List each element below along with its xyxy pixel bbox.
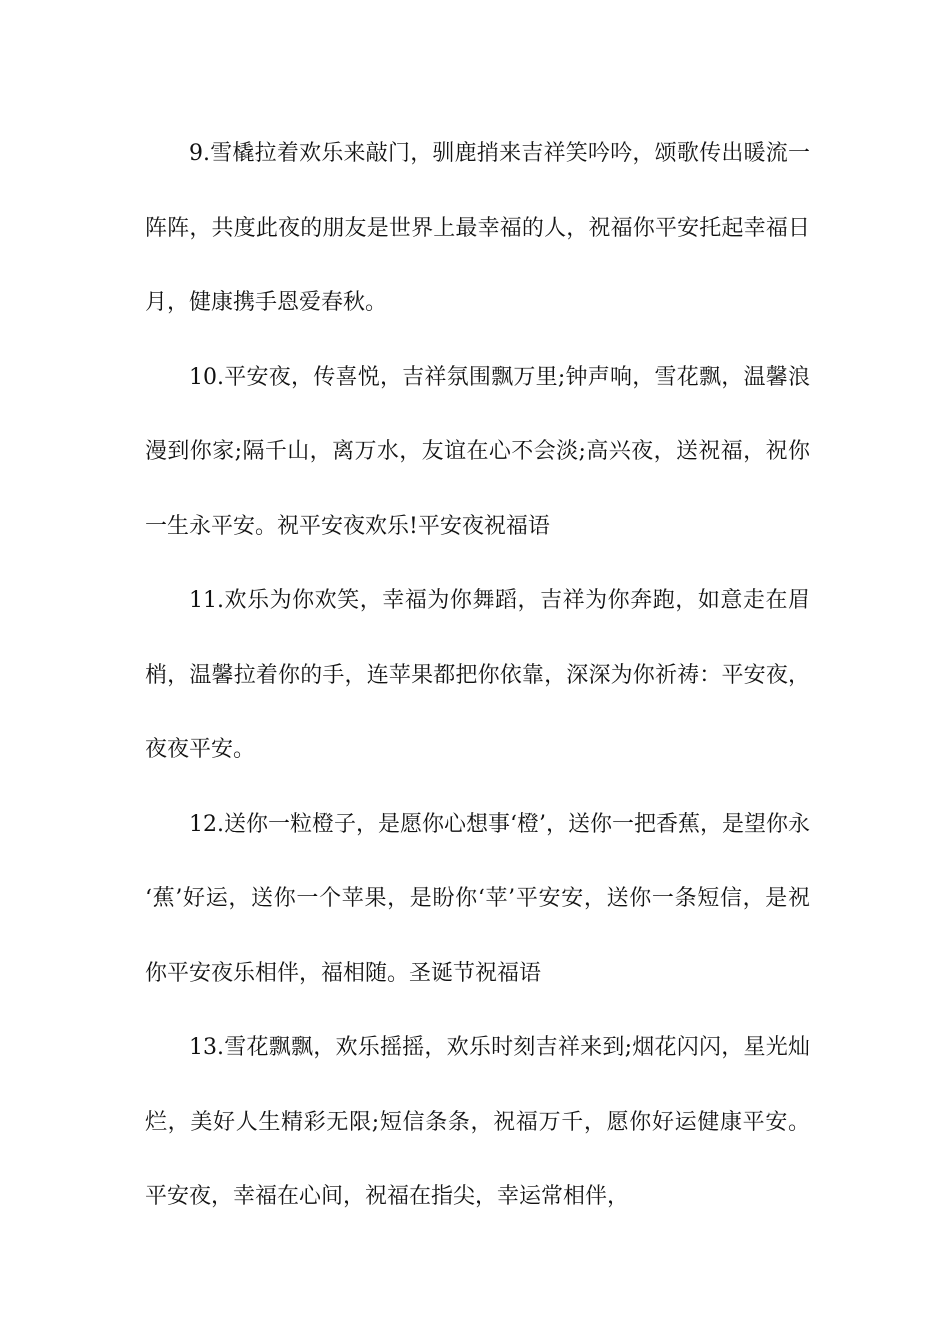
paragraph-13: 13.雪花飘飘，欢乐摇摇，欢乐时刻吉祥来到;烟花闪闪，星光灿烂，美好人生精彩无限;短信条条，祝福万千，愿你好运健康平安。平安夜，幸福在心间，祝福在指尖，幸运常相伴， <box>145 1035 810 1209</box>
paragraph-11: 11.欢乐为你欢笑，幸福为你舞蹈，吉祥为你奔跑，如意走在眉梢，温馨拉着你的手，连苹果都把你依靠，深深为你祈祷：平安夜，夜夜平安。 <box>145 588 810 762</box>
paragraph-9: 9.雪橇拉着欢乐来敲门，驯鹿捎来吉祥笑吟吟，颂歌传出暖流一阵阵，共度此夜的朋友是世界上最幸福的人，祝福你平安托起幸福日月，健康携手恩爱春秋。 <box>145 141 810 315</box>
paragraph-10: 10.平安夜，传喜悦，吉祥氛围飘万里;钟声响，雪花飘，温馨浪漫到你家;隔千山，离万水，友谊在心不会淡;高兴夜，送祝福，祝你一生永平安。祝平安夜欢乐!平安夜祝福语 <box>145 364 810 539</box>
document-body <box>145 117 810 1235</box>
paragraph-12: 12.送你一粒橙子，是愿你心想事‘橙’，送你一把香蕉，是望你永‘蕉’好运，送你一个苹果，是盼你‘苹’平安安，送你一条短信，是祝你平安夜乐相伴，福相随。圣诞节祝福语 <box>145 811 810 986</box>
